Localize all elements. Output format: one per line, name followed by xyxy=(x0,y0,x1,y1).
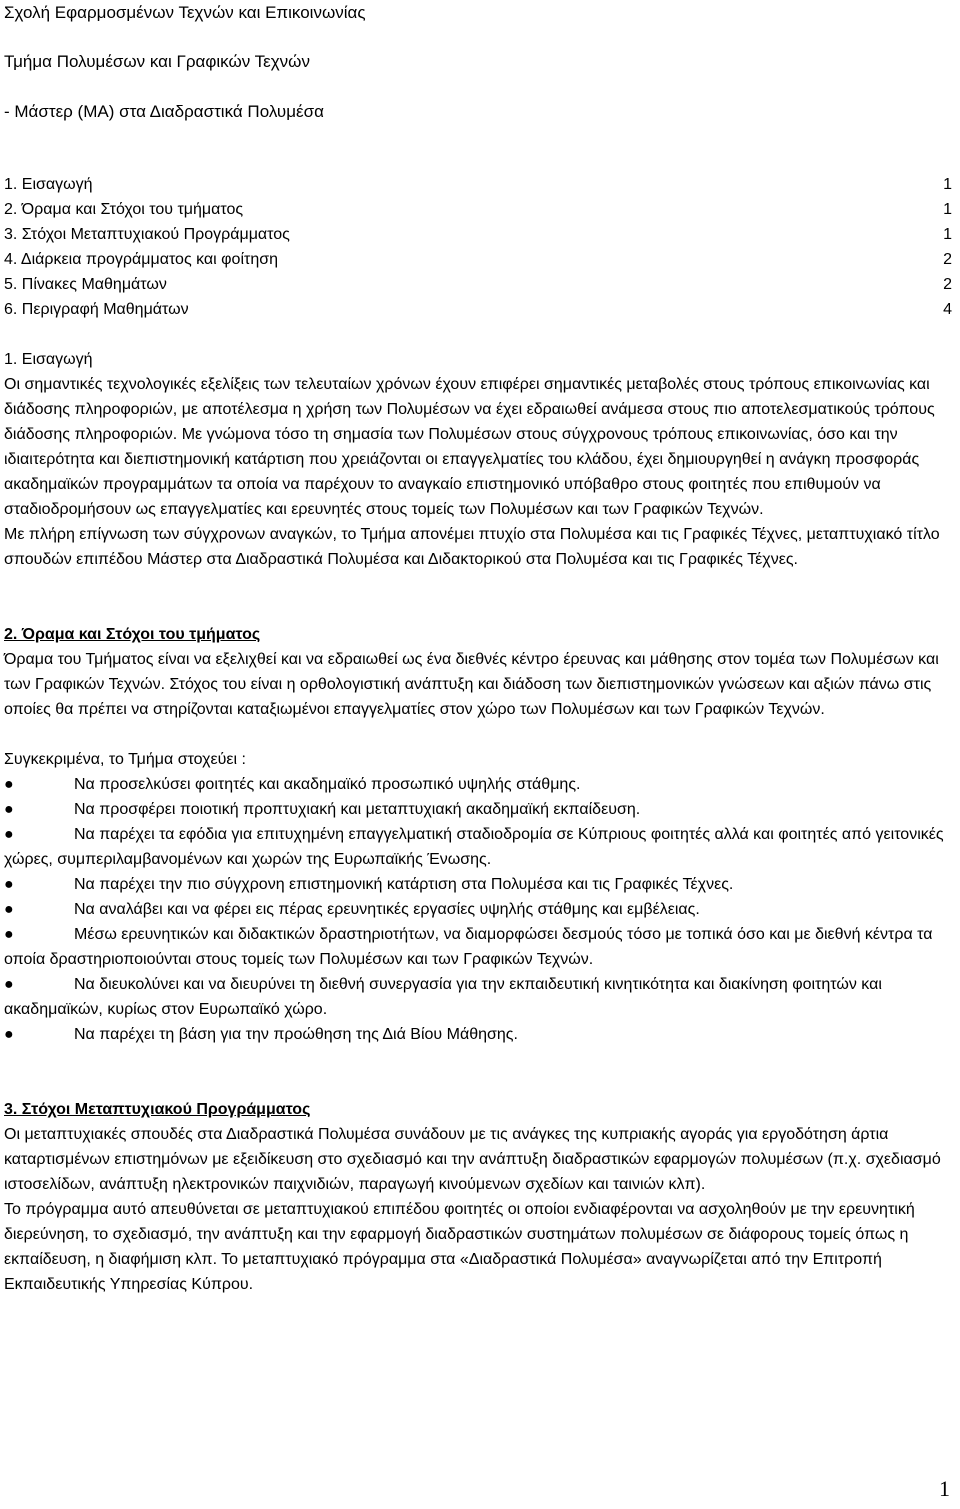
toc-item-label: 2. Όραμα και Στόχοι του τμήματος xyxy=(4,201,244,218)
section-title: 2. Όραμα και Στόχοι του τμήματος xyxy=(4,626,261,643)
bullet-icon: ● xyxy=(4,976,14,993)
list-item xyxy=(4,772,954,797)
section-title: 3. Στόχοι Μεταπτυχιακού Προγράμματος xyxy=(4,1101,311,1118)
bullet-icon: ● xyxy=(4,801,14,818)
goals-intro: Συγκεκριμένα, το Τμήμα στοχεύει : xyxy=(4,751,246,768)
bullet-icon: ● xyxy=(4,876,14,893)
toc-item-page: 1 xyxy=(943,176,952,193)
list-item xyxy=(4,897,954,922)
list-item-text: Να προσφέρει ποιοτική προπτυχιακή και μεταπτυχιακή ακαδημαϊκή εκπαίδευση. xyxy=(74,801,641,818)
toc-item-page: 1 xyxy=(943,226,952,243)
goals-list xyxy=(4,772,954,1047)
toc-item-page: 2 xyxy=(943,276,952,293)
section-introduction xyxy=(4,347,954,572)
toc-item xyxy=(4,297,954,322)
list-item-text: Να παρέχει τη βάση για την προώθηση της Διά Βίου Μάθησης. xyxy=(74,1026,518,1043)
paragraph: Οι μεταπτυχιακές σπουδές στα Διαδραστικά Πολυμέσα συνάδουν με τις ανάγκες της κυπριακής αγοράς για εργοδότηση άρτια καταρτισμένων επιστημόνων με εξειδίκευση στο σχεδιασμό και την ανάπτυξη διαδραστικών εφαρμογών πολυμέσων (π.χ. σχεδιασμό ιστοσελίδων, ανάπτυξη ηλεκτρονικών παιχνιδιών, παραγωγή κινούμενων σχεδίων και ταινιών κλπ). xyxy=(4,1126,941,1193)
department-name: Τμήμα Πολυμέσων και Γραφικών Τεχνών xyxy=(4,52,310,71)
toc-item xyxy=(4,247,954,272)
paragraph: Το πρόγραμμα αυτό απευθύνεται σε μεταπτυχιακού επιπέδου φοιτητές οι οποίοι ενδιαφέρονται να ασχοληθούν με την ερευνητική διερεύνηση, το σχεδιασμό, την ανάπτυξη και την εφαρμογή διαδραστικών συστημάτων πολυμέσων σε διάφορους τομείς όπως η εκπαίδευση, η διαφήμιση κλπ. Το μεταπτυχιακό πρόγραμμα στα «Διαδραστικά Πολυμέσα» αναγνωρίζεται από την Επιτροπή Εκπαιδευτικής Υπηρεσίας Κύπρου. xyxy=(4,1201,915,1293)
list-item-text: Μέσω ερευνητικών και διδακτικών δραστηριοτήτων, να διαμορφώσει δεσμούς τόσο με τοπικά όσο και με διεθνή κέντρα τα οποία δραστηριοποιούνται στους τομείς των Πολυμέσων και των Γραφικών Τεχνών. xyxy=(4,926,933,968)
page-number: 1 xyxy=(939,1476,950,1501)
table-of-contents xyxy=(4,172,954,322)
paragraph: Οι σημαντικές τεχνολογικές εξελίξεις των τελευταίων χρόνων έχουν επιφέρει σημαντικές μεταβολές στους τρόπους επικοινωνίας και διάδοσης πληροφοριών, με αποτέλεσμα η χρήση των Πολυμέσων να έχει εδραιωθεί ανάμεσα στους πιο αποτελεσματικούς τρόπους διάδοσης πληροφοριών. Με γνώμονα τόσο τη σημασία των Πολυμέσων στους σύγχρονους τρόπους επικοινωνίας, όσο και την ιδιαιτερότητα και διεπιστημονική κατάρτιση που χρειάζονται οι επαγγελματίες του κλάδου, έχει δημιουργηθεί η ανάγκη προσφοράς ακαδημαϊκών προγραμμάτων τα οποία να παρέχουν το αναγκαίο επιστημονικό υπόβαθρο στους φοιτητές που επιθυμούν να σταδιοδρομήσουν ως επαγγελματίες και ερευνητές στους τομείς των Πολυμέσων και των Γραφικών Τεχνών. xyxy=(4,376,935,518)
toc-item xyxy=(4,222,954,247)
toc-item xyxy=(4,272,954,297)
list-item xyxy=(4,972,954,1022)
list-item xyxy=(4,822,954,872)
toc-item-label: 4. Διάρκεια προγράμματος και φοίτηση xyxy=(4,251,278,268)
document-page xyxy=(4,0,954,1297)
bullet-icon: ● xyxy=(4,901,14,918)
toc-item xyxy=(4,172,954,197)
toc-item-page: 2 xyxy=(943,251,952,268)
section-program-goals xyxy=(4,1097,954,1297)
section-title: 1. Εισαγωγή xyxy=(4,351,93,368)
bullet-icon: ● xyxy=(4,826,14,843)
bullet-icon: ● xyxy=(4,776,14,793)
list-item xyxy=(4,922,954,972)
school-name: Σχολή Εφαρμοσμένων Τεχνών και Επικοινωνίας xyxy=(4,3,366,22)
list-item-text: Να διευκολύνει και να διευρύνει τη διεθνή συνεργασία για την εκπαιδευτική κινητικότητα και διακίνηση φοιτητών και ακαδημαϊκών, κυρίως στον Ευρωπαϊκό χώρο. xyxy=(4,976,882,1018)
section-vision-goals xyxy=(4,622,954,1047)
paragraph: Όραμα του Τμήματος είναι να εξελιχθεί και να εδραιωθεί ως ένα διεθνές κέντρο έρευνας και μάθησης στον τομέα των Πολυμέσων και των Γραφικών Τεχνών. Στόχος του είναι η ορθολογιστική ανάπτυξη και διάδοση των διεπιστημονικών γνώσεων και αξιών πάνω στις οποίες θα πρέπει να στηρίζονται καταξιωμένοι επαγγελματίες στον χώρο των Πολυμέσων και των Γραφικών Τεχνών. xyxy=(4,651,939,718)
list-item-text: Να προσελκύσει φοιτητές και ακαδημαϊκό προσωπικό υψηλής στάθμης. xyxy=(74,776,581,793)
bullet-icon: ● xyxy=(4,926,14,943)
bullet-icon: ● xyxy=(4,1026,14,1043)
toc-item-page: 1 xyxy=(943,201,952,218)
paragraph: Με πλήρη επίγνωση των σύγχρονων αναγκών, το Τμήμα απονέμει πτυχίο στα Πολυμέσα και τις Γραφικές Τέχνες, μεταπτυχιακό τίτλο σπουδών επιπέδου Μάστερ στα Διαδραστικά Πολυμέσα και Διδακτορικού στα Πολυμέσα και τις Γραφικές Τέχνες. xyxy=(4,526,940,568)
toc-item-label: 1. Εισαγωγή xyxy=(4,176,93,193)
list-item-text: Να παρέχει τα εφόδια για επιτυχημένη επαγγελματική σταδιοδρομία σε Κύπριους φοιτητές αλλά και φοιτητές από γειτονικές χώρες, συμπεριλαμβανομένων και χωρών της Ευρωπαϊκής Ένωσης. xyxy=(4,826,944,868)
toc-item-label: 6. Περιγραφή Μαθημάτων xyxy=(4,301,189,318)
list-item-text: Να αναλάβει και να φέρει εις πέρας ερευνητικές εργασίες υψηλής στάθμης και εμβέλειας. xyxy=(74,901,700,918)
toc-item-label: 5. Πίνακες Μαθημάτων xyxy=(4,276,167,293)
toc-item-page: 4 xyxy=(943,301,952,318)
program-name: - Μάστερ (MA) στα Διαδραστικά Πολυμέσα xyxy=(4,102,324,121)
list-item-text: Να παρέχει την πιο σύγχρονη επιστημονική κατάρτιση στα Πολυμέσα και τις Γραφικές Τέχνες. xyxy=(74,876,734,893)
toc-item-label: 3. Στόχοι Μεταπτυχιακού Προγράμματος xyxy=(4,226,290,243)
list-item xyxy=(4,1022,954,1047)
toc-item xyxy=(4,197,954,222)
list-item xyxy=(4,797,954,822)
list-item xyxy=(4,872,954,897)
